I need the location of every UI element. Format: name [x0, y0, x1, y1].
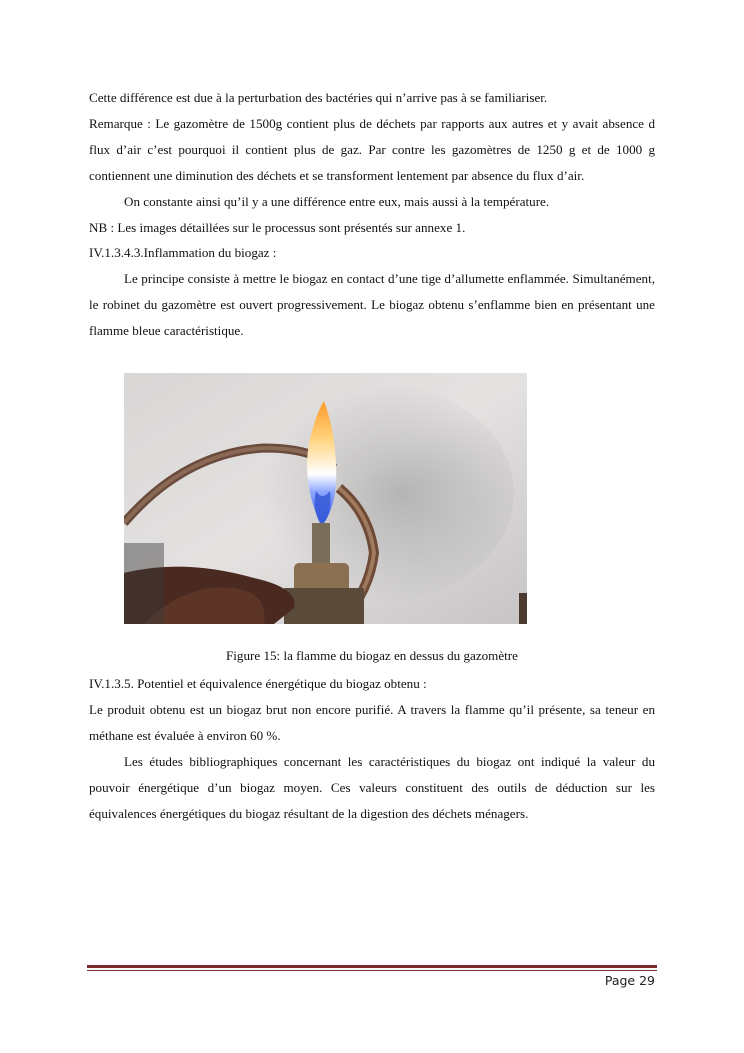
paragraph-nb: NB : Les images détaillées sur le processus sont présentés sur annexe 1. [89, 219, 466, 235]
figure-caption: Figure 15: la flamme du biogaz en dessus du gazomètre [226, 648, 518, 663]
footer-divider [87, 965, 657, 968]
paragraph: Le principe consiste à mettre le biogaz en contact d’une tige d’allumette enflammée. Simultanément, le robinet du gazomètre est ouvert progressivement. Le biogaz obtenu s’enflamme bien en présentant une flamme bleue caractéristique. [89, 271, 655, 339]
text-section-bottom [89, 671, 655, 826]
footer-divider-thin [87, 970, 657, 971]
figure-photo-biogas-flame [124, 373, 527, 624]
page-number: Page 29 [604, 973, 655, 988]
paragraph: Le produit obtenu est un biogaz brut non encore purifié. A travers la flamme qu’il présente, sa teneur en méthane est évaluée à environ 60 %. [89, 701, 655, 743]
section-heading: IV.1.3.4.3.Inflammation du biogaz : [89, 245, 277, 261]
paragraph: On constante ainsi qu’il y a une différence entre eux, mais aussi à la température. [124, 193, 550, 209]
paragraph-remarque: Remarque : Le gazomètre de 1500g contient plus de déchets par rapports aux autres et y avait absence d flux d’air c’est pourquoi il contient plus de gaz. Par contre les gazomètres de 1250 g et de 1000 g contiennent une diminution des déchets et se transforment lentement par absence du flux d’air. [89, 115, 655, 183]
section-heading: IV.1.3.5. Potentiel et équivalence énergétique du biogaz obtenu : [89, 676, 427, 691]
paragraph: Les études bibliographiques concernant les caractéristiques du biogaz ont indiqué la valeur du pouvoir énergétique d’un biogaz moyen. Ces valeurs constituent des outils de déduction sur les équivalences énergétiques du biogaz résultant de la digestion des déchets ménagers. [89, 753, 655, 821]
paragraph: Cette différence est due à la perturbation des bactéries qui n’arrive pas à se familiariser. [89, 90, 548, 105]
text-section-top [89, 85, 655, 344]
